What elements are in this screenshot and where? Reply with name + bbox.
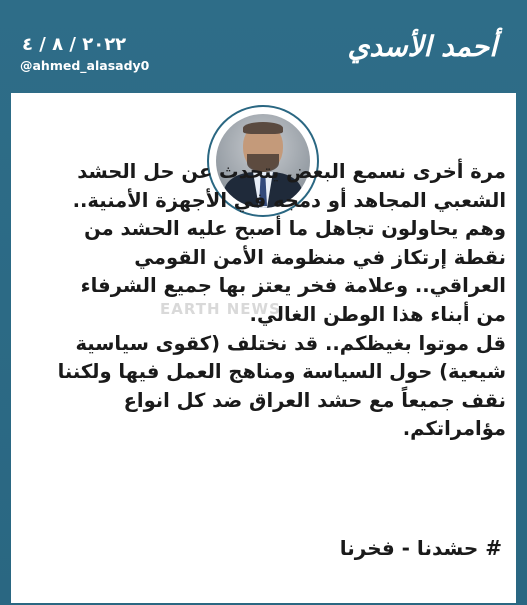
post-line: مؤامراتكم. xyxy=(402,417,506,441)
author-name[interactable]: أحمد الأسدي xyxy=(347,30,497,63)
watermark: EARTH NEWS xyxy=(160,300,281,318)
author-handle[interactable]: @ahmed_alasady0 xyxy=(20,58,150,73)
avatar-hair xyxy=(243,122,283,134)
post-date: ٢٠٢٢ / ٨ / ٤ xyxy=(22,34,127,55)
post-line: نقف جميعاً مع حشد العراق ضد كل انواع xyxy=(123,388,506,412)
post-line: الشعبي المجاهد أو دمجه في الأجهزة الأمنية.. xyxy=(72,188,506,212)
post-line: العراقي.. وعلامة فخر يعتز بها جميع الشرفاء xyxy=(80,274,506,298)
post-line: شيعية) حول السياسة ومناهج العمل فيها ولكننا xyxy=(57,360,506,384)
post-line: نقطة إرتكاز في منظومة الأمن القومي xyxy=(134,245,506,269)
post-line: من أبناء هذا الوطن الغالي. xyxy=(249,302,506,326)
post-body xyxy=(21,158,506,444)
post-line: مرة أخرى نسمع البعض يتحدث عن حل الحشد xyxy=(77,160,506,183)
post-line: قل موتوا بغيظكم.. قد نختلف (كقوى سياسية xyxy=(75,331,506,355)
hashtag[interactable]: # حشدنا - فخرنا xyxy=(339,536,502,560)
post-line: وهم يحاولون تجاهل ما أصبح عليه الحشد من xyxy=(84,217,506,241)
